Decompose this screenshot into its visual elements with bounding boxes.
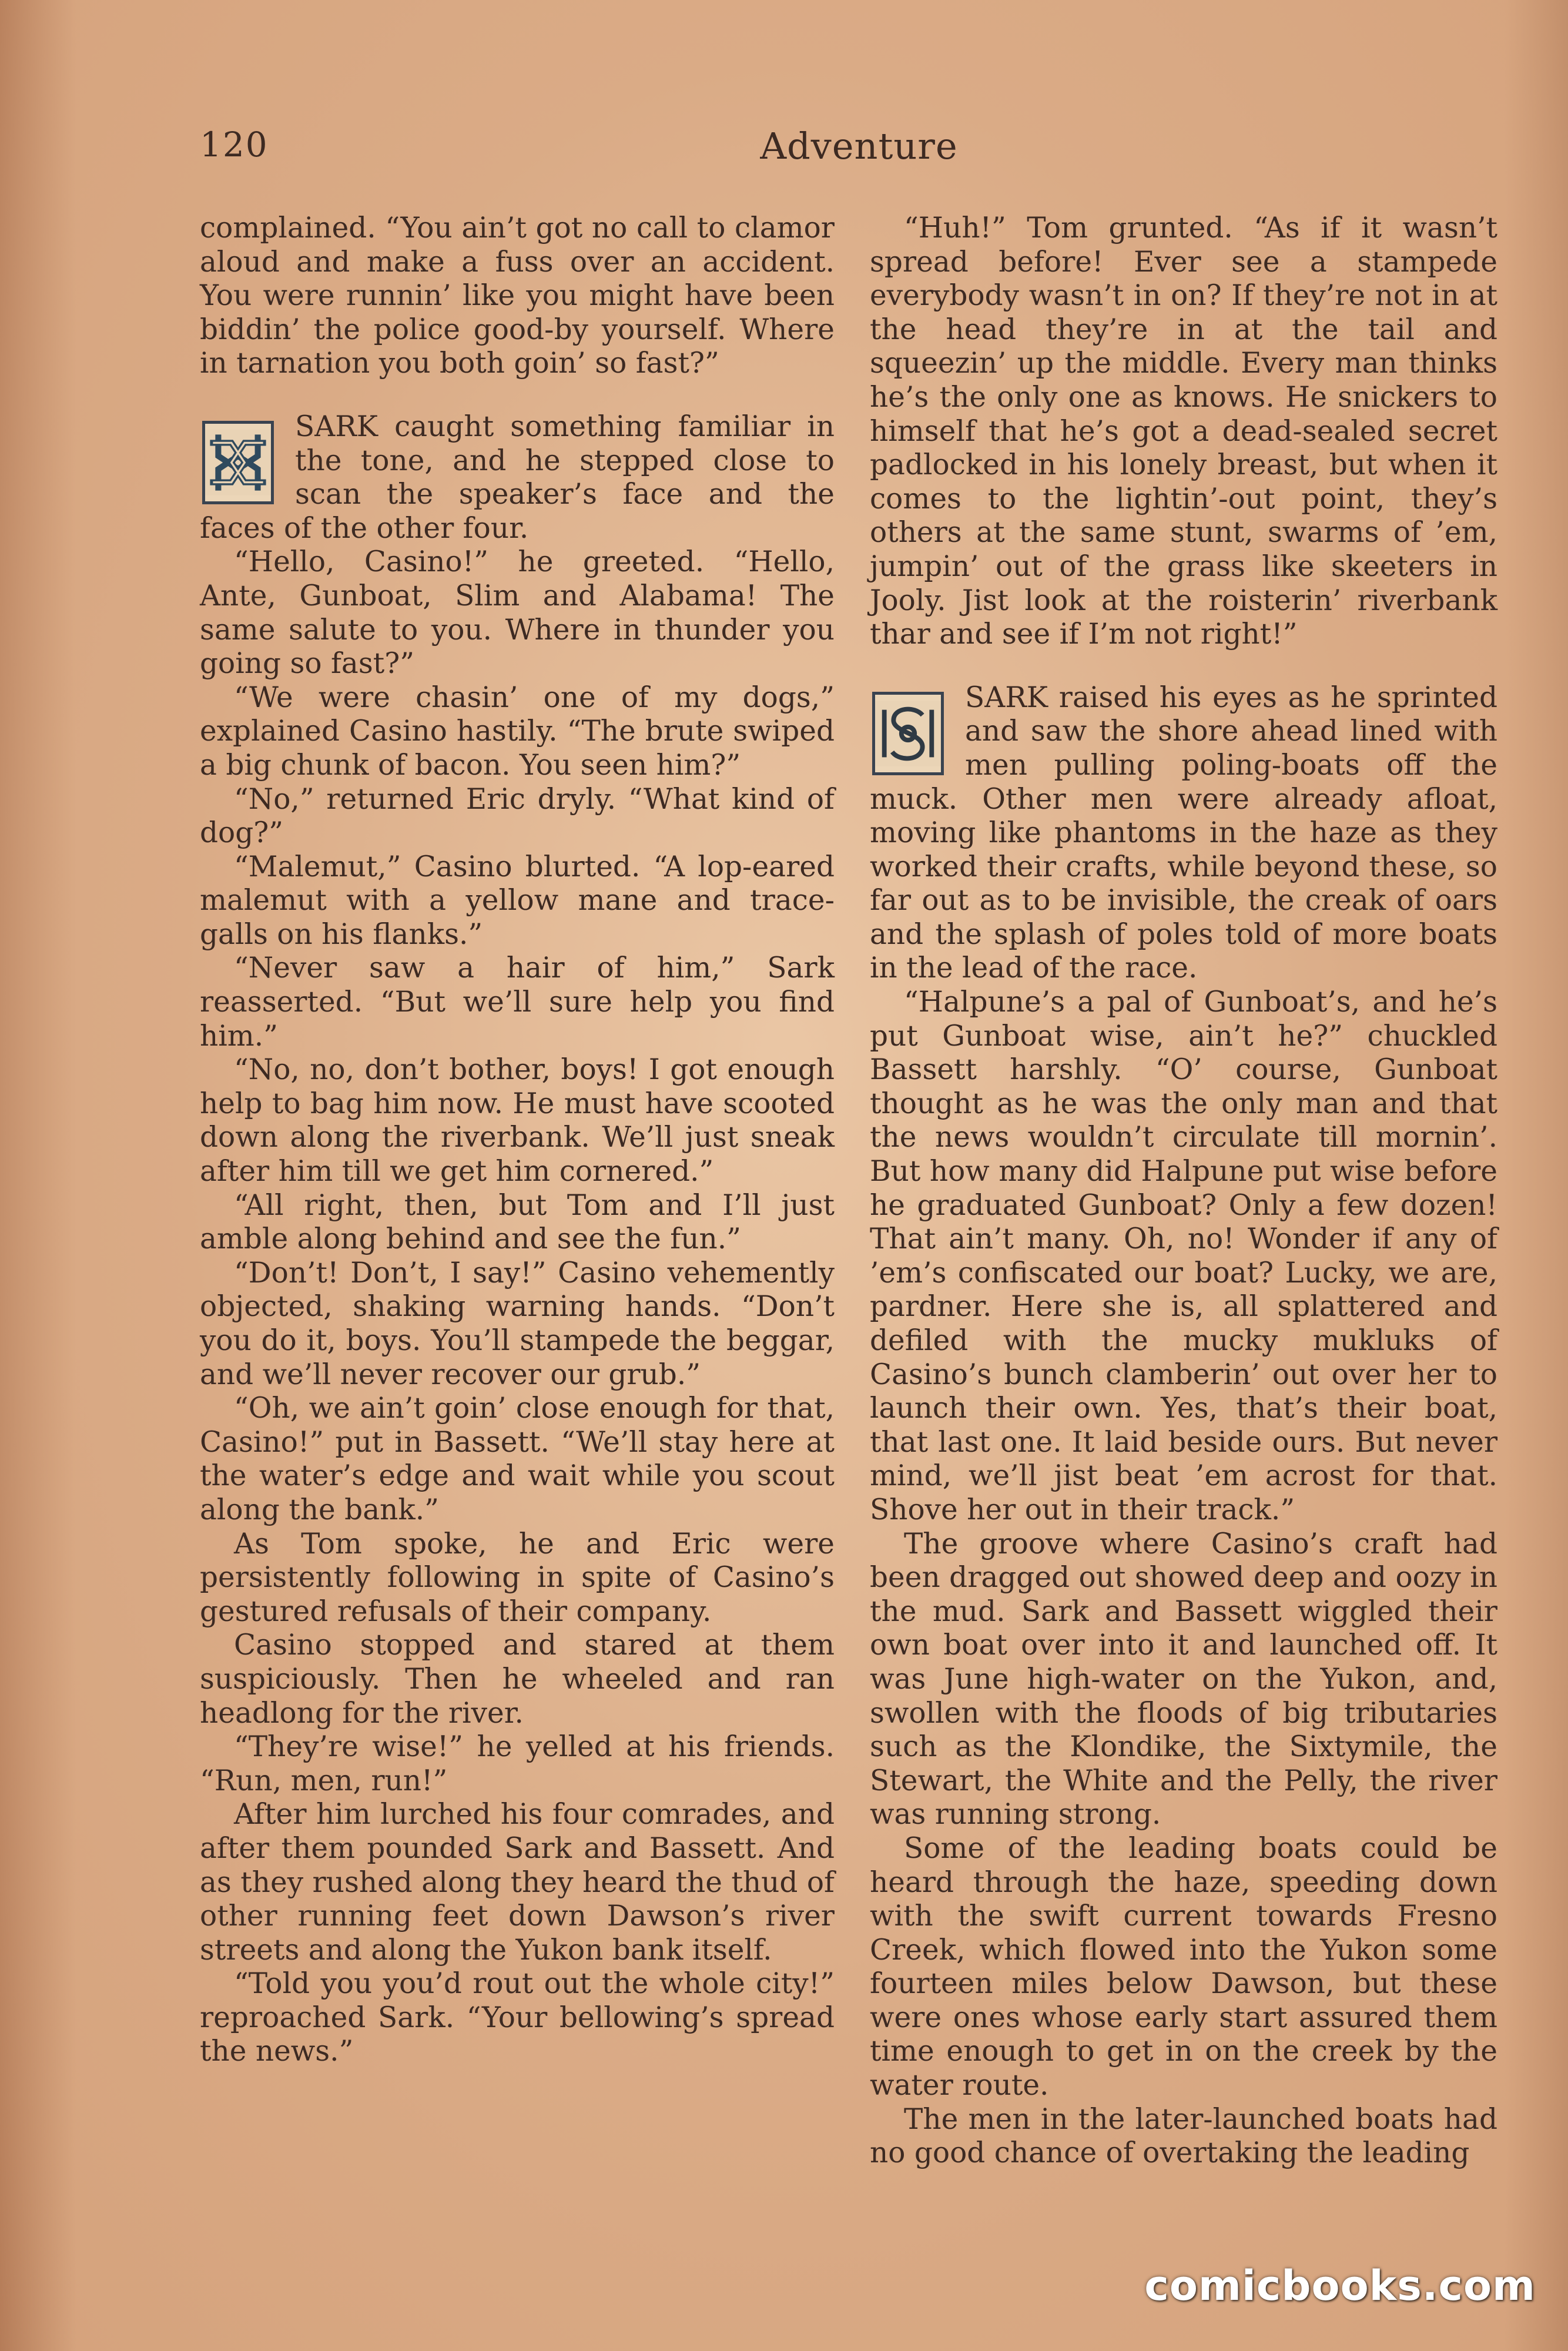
ornamental-s-initial-icon (872, 692, 944, 775)
paragraph: “Hello, Casino!” he greeted. “Hello, Ante, Gunboat, Slim and Alabama! The same salute to you. Where in thunder you going so fast?” (200, 545, 835, 681)
page-header (200, 125, 1518, 183)
paragraph: “Halpune’s a pal of Gunboat’s, and he’s put Gunboat wise, ain’t he?” chuckled Bassett harshly. “O’ course, Gunboat thought as he was the only man and that the news wouldn’t circulate till mornin’. But how many did Halpune put wise before he graduated Gunboat? Only a few dozen! That ain’t many. Oh, no! Wonder if any of ’em’s confiscated our boat? Lucky, we are, pardner. Here she is, all splattered and defiled with the mucky mukluks of Casino’s bunch clamberin’ out over her to launch their own. Yes, that’s their boat, that last one. It laid beside ours. But never mind, we’ll jist beat ’em acrost for that. Shove her out in their track.” (870, 986, 1497, 1526)
paragraph: The men in the later-launched boats had no good chance of overtaking the leading (870, 2102, 1497, 2170)
left-column (200, 212, 835, 2069)
page-number: 120 (200, 125, 269, 165)
magazine-title: Adventure (760, 125, 958, 168)
paragraph: “They’re wise!” he yelled at his friends. “Run, men, run!” (200, 1730, 835, 1797)
paragraph: SARK raised his eyes as he sprinted and saw the shore ahead lined with men pulling poling-boats off the muck. Other men were already afloat, moving like phantoms in the haze as they worked their crafts, while beyond these, so far out as to be invisible, the creak of oars and the splash of poles told of more boats in the lead of the race. (870, 681, 1497, 985)
paragraph: “All right, then, but Tom and I’ll just amble along behind and see the fun.” (200, 1188, 835, 1256)
celtic-knot-ornament-icon (202, 421, 274, 504)
right-column (870, 212, 1497, 2171)
paragraph: “Oh, we ain’t goin’ close enough for that, Casino!” put in Bassett. “We’ll stay here at the water’s edge and wait while you scout along the bank.” (200, 1392, 835, 1526)
paragraph: As Tom spoke, he and Eric were persistently following in spite of Casino’s gestured refusals of their company. (200, 1527, 835, 1628)
paragraph: SARK caught something familiar in the tone, and he stepped close to scan the speaker’s face and the faces of the other four. (200, 410, 835, 545)
paragraph: complained. “You ain’t got no call to clamor aloud and make a fuss over an accident. You were runnin’ like you might have been biddin’ the police good-by yourself. Where in tarnation you both goin’ so fast?” (200, 212, 835, 380)
section-break (870, 681, 1497, 986)
paragraph: “Huh!” Tom grunted. “As if it wasn’t spread before! Ever see a stampede everybody wasn’t in on? If they’re not in at the head they’re in at the tail and squeezin’ up the middle. Every man thinks he’s the only one as knows. He snickers to himself that he’s got a dead-sealed secret padlocked in his lonely breast, but when it comes to the lightin’-out point, they’s others at the same stunt, swarms of ’em, jumpin’ out of the grass like skeeters in Jooly. Jist look at the roisterin’ riverbank thar and see if I’m not right!” (870, 212, 1497, 651)
paragraph: After him lurched his four comrades, and after them pounded Sark and Bassett. And as they rushed along they heard the thud of other running feet down Dawson’s river streets and along the Yukon bank itself. (200, 1798, 835, 1967)
paragraph: “No,” returned Eric dryly. “What kind of dog?” (200, 782, 835, 850)
paragraph: “Don’t! Don’t, I say!” Casino vehemently objected, shaking warning hands. “Don’t you do it, boys. You’ll stampede the beggar, and we’ll never recover our grub.” (200, 1256, 835, 1391)
paragraph: “No, no, don’t bother, boys! I got enough help to bag him now. He must have scooted down along the riverbank. We’ll just sneak after him till we get him cornered.” (200, 1053, 835, 1188)
paragraph: “Told you you’d rout out the whole city!” reproached Sark. “Your bellowing’s spread the news.” (200, 1967, 835, 2068)
paragraph: Some of the leading boats could be heard through the haze, speeding down with the swift current towards Fresno Creek, which flowed into the Yukon some fourteen miles below Dawson, but these were ones whose early start assured them time enough to get in on the creek by the water route. (870, 1831, 1497, 2102)
paragraph: “We were chasin’ one of my dogs,” explained Casino hastily. “The brute swiped a big chunk of bacon. You seen him?” (200, 681, 835, 782)
paragraph: “Never saw a hair of him,” Sark reasserted. “But we’ll sure help you find him.” (200, 952, 835, 1053)
site-watermark: comicbooks.com (1144, 2262, 1536, 2310)
section-break (200, 410, 835, 545)
paragraph: Casino stopped and stared at them suspiciously. Then he wheeled and ran headlong for the river. (200, 1629, 835, 1730)
paragraph: The groove where Casino’s craft had been dragged out showed deep and oozy in the mud. Sark and Bassett wiggled their own boat over into it and launched off. It was June high-water on the Yukon, and, swollen with the floods of big tributaries such as the Klondike, the Sixtymile, the Stewart, the White and the Pelly, the river was running strong. (870, 1527, 1497, 1831)
paragraph: “Malemut,” Casino blurted. “A lop-eared malemut with a yellow mane and trace-galls on his flanks.” (200, 850, 835, 951)
